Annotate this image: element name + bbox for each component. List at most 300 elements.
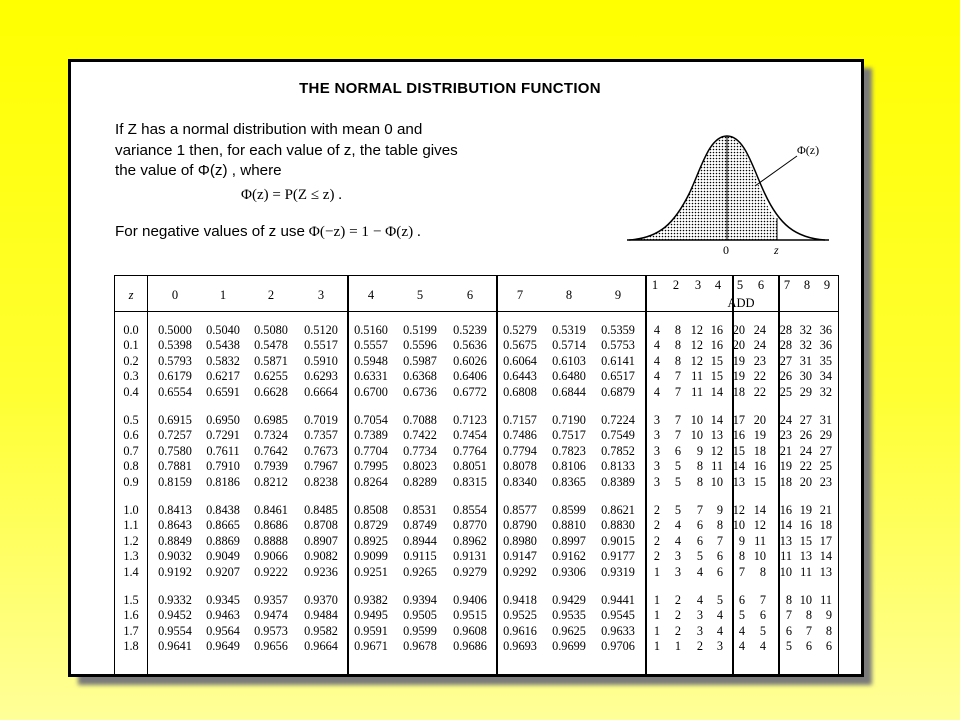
add-cell: 3 [674,564,681,579]
add-cell: 7 [674,413,681,427]
table-cell: 0.8554 [453,503,487,517]
add-cell: 7 [674,369,681,384]
add-cell: 22 [753,384,766,399]
add-cell: 13 [799,549,812,564]
add-column-header: 2 [672,278,680,292]
table-cell: 0.8289 [403,474,437,489]
table-cell: 0.9484 [304,608,338,623]
add-cell: 14 [779,518,792,533]
add-cell: 24 [799,443,812,458]
add-cell: 10 [799,593,812,607]
add-cell: 27 [819,443,832,458]
header-divider [115,311,838,312]
table-cell: 0.7054 [354,413,388,427]
z-value: 1.7 [123,623,139,638]
add-cell: 17 [732,413,745,427]
add-cell: 32 [799,323,812,337]
add-cell: 31 [819,413,832,427]
add-cell: 29 [799,384,812,399]
table-cell: 0.8365 [552,474,586,489]
add-cell: 3 [716,639,723,654]
table-cell: 0.7422 [403,428,437,443]
add-cell: 10 [710,474,723,489]
table-cell: 0.6179 [158,369,192,384]
z-value: 0.2 [123,353,139,368]
add-cell: 32 [819,384,832,399]
add-cell: 1 [653,593,660,607]
add-cell: 3 [653,443,660,458]
add-cell: 10 [779,564,792,579]
add-cell: 16 [753,459,766,474]
table-cell: 0.6103 [552,353,586,368]
table-cell: 0.9582 [304,623,338,638]
table-cell: 0.9394 [403,593,437,607]
add-cell: 18 [753,443,766,458]
table-cell: 0.5948 [354,353,388,368]
add-cell: 7 [738,564,745,579]
table-cell: 0.6772 [453,384,487,399]
add-cell: 9 [825,608,832,623]
table-cell: 0.8686 [254,518,288,533]
negative-values-formula: Φ(−z) = 1 − Φ(z) . [308,223,421,240]
add-cell: 1 [674,639,681,654]
table-cell: 0.9641 [158,639,192,654]
table-cell: 0.8643 [158,518,192,533]
add-column-header: 4 [714,278,722,292]
table-cell: 0.6480 [552,369,586,384]
table-cell: 0.6736 [403,384,437,399]
table-cell: 0.5279 [503,323,537,337]
add-cell: 34 [819,369,832,384]
table-cell: 0.9608 [453,623,487,638]
add-cell: 1 [653,639,660,654]
table-cell: 0.8944 [403,533,437,548]
table-cell: 0.7257 [158,428,192,443]
table-cell: 0.8907 [304,533,338,548]
table-cell: 0.5714 [552,338,586,353]
table-cell: 0.7517 [552,428,586,443]
add-column-header: 3 [694,278,702,292]
table-cell: 0.8438 [206,503,240,517]
add-cell: 16 [710,323,723,337]
table-cell: 0.7967 [304,459,338,474]
add-cell: 20 [753,413,766,427]
table-cell: 0.8264 [354,474,388,489]
table-cell: 0.8051 [453,459,487,474]
table-cell: 0.8389 [601,474,635,489]
add-cell: 6 [805,639,812,654]
table-cell: 0.9066 [254,549,288,564]
table-cell: 0.6628 [254,384,288,399]
add-cell: 4 [674,518,681,533]
add-cell: 4 [716,608,723,623]
add-cell: 6 [785,623,792,638]
table-cell: 0.7910 [206,459,240,474]
table-cell: 0.7764 [453,443,487,458]
add-cell: 28 [779,338,792,353]
table-cell: 0.8810 [552,518,586,533]
table-cell: 0.6255 [254,369,288,384]
z-value: 0.3 [123,369,139,384]
add-cell: 12 [690,353,703,368]
table-cell: 0.7324 [254,428,288,443]
digit-column-header: 6 [466,288,474,302]
digit-column-header: 7 [516,288,524,302]
intro-text [115,120,458,182]
add-cell: 12 [753,518,766,533]
add-cell: 14 [710,384,723,399]
add-cell: 22 [799,459,812,474]
digit-column-header: 4 [367,288,375,302]
table-cell: 0.5910 [304,353,338,368]
table-cell: 0.6217 [206,369,240,384]
add-cell: 35 [819,353,832,368]
table-cell: 0.9564 [206,623,240,638]
z-value: 1.3 [123,549,139,564]
add-cell: 18 [732,384,745,399]
intro-line-3: the value of Φ(z) , where [115,162,282,179]
table-cell: 0.8159 [158,474,192,489]
add-cell: 19 [732,353,745,368]
add-cell: 31 [799,353,812,368]
table-cell: 0.9332 [158,593,192,607]
table-cell: 0.9591 [354,623,388,638]
add-cell: 20 [799,474,812,489]
add-cell: 2 [653,533,660,548]
add-cell: 28 [779,323,792,337]
table-cell: 0.5478 [254,338,288,353]
z-value: 1.4 [123,564,139,579]
add-cell: 8 [759,564,766,579]
table-cell: 0.5987 [403,353,437,368]
table-cell: 0.6591 [206,384,240,399]
z-value: 0.0 [123,323,139,337]
add-cell: 14 [732,459,745,474]
table-cell: 0.8315 [453,474,487,489]
z-value: 0.1 [123,338,139,353]
digit-column-header: 5 [416,288,424,302]
add-cell: 11 [780,549,792,564]
table-cell: 0.8665 [206,518,240,533]
table-cell: 0.8980 [503,533,537,548]
table-cell: 0.8888 [254,533,288,548]
add-cell: 4 [738,623,745,638]
table-cell: 0.8749 [403,518,437,533]
table-cell: 0.9319 [601,564,635,579]
add-cell: 9 [696,443,703,458]
add-cell: 18 [819,518,832,533]
table-cell: 0.9525 [503,608,537,623]
table-cell: 0.5596 [403,338,437,353]
add-cell: 1 [653,564,660,579]
table-cell: 0.5120 [304,323,338,337]
table-cell: 0.9418 [503,593,537,607]
table-cell: 0.8531 [403,503,437,517]
z-value: 1.8 [123,639,139,654]
add-cell: 7 [674,428,681,443]
add-cell: 4 [653,353,660,368]
add-cell: 14 [753,503,766,517]
table-cell: 0.6985 [254,413,288,427]
add-cell: 12 [690,323,703,337]
definition-formula: Φ(z) = P(Z ≤ z) . [241,187,342,203]
add-cell: 6 [716,549,723,564]
add-cell: 11 [820,593,832,607]
add-cell: 3 [653,428,660,443]
table-cell: 0.6331 [354,369,388,384]
table-cell: 0.5832 [206,353,240,368]
table-cell: 0.5319 [552,323,586,337]
add-cell: 5 [674,474,681,489]
table-cell: 0.9452 [158,608,192,623]
table-cell: 0.6368 [403,369,437,384]
add-cell: 5 [716,593,723,607]
table-cell: 0.8997 [552,533,586,548]
z-value: 1.6 [123,608,139,623]
table-cell: 0.5080 [254,323,288,337]
table-cell: 0.8186 [206,474,240,489]
label-pointer [755,156,797,186]
add-cell: 27 [779,353,792,368]
add-cell: 16 [779,503,792,517]
add-cell: 2 [674,608,681,623]
table-cell: 0.5636 [453,338,487,353]
table-cell: 0.8023 [403,459,437,474]
add-cell: 1 [653,608,660,623]
add-cell: 13 [732,474,745,489]
table-cell: 0.7486 [503,428,537,443]
z-value: 0.6 [123,428,139,443]
z-column-header: z [128,288,134,302]
z-value: 1.1 [123,518,139,533]
add-cell: 13 [710,428,723,443]
digit-column-header: 1 [219,288,227,302]
add-cell: 1 [653,623,660,638]
z-value: 0.4 [123,384,139,399]
table-cell: 0.8508 [354,503,388,517]
table-cell: 0.7357 [304,428,338,443]
table-cell: 0.7995 [354,459,388,474]
add-cell: 7 [785,608,792,623]
z-value: 1.5 [123,593,139,607]
table-cell: 0.5398 [158,338,192,353]
table-cell: 0.9599 [403,623,437,638]
table-cell: 0.9015 [601,533,635,548]
table-cell: 0.7549 [601,428,635,443]
add-column-header: 6 [757,278,765,292]
add-cell: 26 [779,369,792,384]
zero-label: 0 [723,243,729,257]
table-cell: 0.9429 [552,593,586,607]
add-cell: 5 [738,608,745,623]
table-cell: 0.9177 [601,549,635,564]
add-cell: 11 [800,564,812,579]
add-cell: 6 [738,593,745,607]
table-cell: 0.7088 [403,413,437,427]
table-cell: 0.7734 [403,443,437,458]
add-cell: 36 [819,323,832,337]
table-cell: 0.9573 [254,623,288,638]
add-cell: 27 [799,413,812,427]
table-cell: 0.8238 [304,474,338,489]
intro-line-2: variance 1 then, for each value of z, the table gives [115,141,458,159]
add-column-header: 8 [803,278,811,292]
table-cell: 0.8212 [254,474,288,489]
add-cell: 8 [785,593,792,607]
add-cell: 6 [716,564,723,579]
add-cell: 7 [696,503,703,517]
table-cell: 0.5557 [354,338,388,353]
table-cell: 0.9678 [403,639,437,654]
table-cell: 0.7642 [254,443,288,458]
add-cell: 6 [825,639,832,654]
add-cell: 10 [753,549,766,564]
add-cell: 23 [753,353,766,368]
add-cell: 8 [674,338,681,353]
table-cell: 0.9147 [503,549,537,564]
add-cell: 2 [674,623,681,638]
add-cell: 10 [732,518,745,533]
add-cell: 7 [716,533,723,548]
table-cell: 0.6406 [453,369,487,384]
table-cell: 0.7939 [254,459,288,474]
add-cell: 11 [691,369,703,384]
add-cell: 30 [799,369,812,384]
add-cell: 3 [696,623,703,638]
add-cell: 20 [732,338,745,353]
table-cell: 0.9686 [453,639,487,654]
z-value: 0.5 [123,413,139,427]
add-cell: 15 [753,474,766,489]
table-cell: 0.6844 [552,384,586,399]
add-cell: 8 [716,518,723,533]
table-cell: 0.9554 [158,623,192,638]
add-cell: 12 [690,338,703,353]
table-cell: 0.6664 [304,384,338,399]
add-cell: 4 [653,369,660,384]
table-cell: 0.9649 [206,639,240,654]
table-cell: 0.8106 [552,459,586,474]
table-cell: 0.6443 [503,369,537,384]
table-cell: 0.9279 [453,564,487,579]
table-cell: 0.6517 [601,369,635,384]
add-cell: 7 [759,593,766,607]
table-cell: 0.9535 [552,608,586,623]
z-value: 1.2 [123,533,139,548]
z-column-divider [147,276,148,677]
table-cell: 0.5239 [453,323,487,337]
document-page [68,59,864,677]
add-cell: 13 [819,564,832,579]
add-cell: 9 [716,503,723,517]
table-cell: 0.9207 [206,564,240,579]
add-cell: 4 [653,384,660,399]
add-cell: 15 [710,369,723,384]
table-cell: 0.8133 [601,459,635,474]
table-cell: 0.9357 [254,593,288,607]
table-cell: 0.5871 [254,353,288,368]
table-cell: 0.5199 [403,323,437,337]
table-cell: 0.7389 [354,428,388,443]
add-cell: 24 [753,323,766,337]
add-column-header: 5 [736,278,744,292]
normal-curve-graph [619,124,849,264]
table-cell: 0.9625 [552,623,586,638]
add-cell: 23 [779,428,792,443]
table-cell: 0.9656 [254,639,288,654]
table-cell: 0.9515 [453,608,487,623]
normal-distribution-table [114,275,839,677]
add-cell: 7 [805,623,812,638]
negative-values-text: For negative values of z use [115,223,305,240]
add-cell: 6 [696,518,703,533]
add-cell: 3 [674,549,681,564]
table-cell: 0.9292 [503,564,537,579]
table-cell: 0.7611 [206,443,240,458]
add-cell: 7 [674,384,681,399]
add-cell: 4 [696,593,703,607]
add-cell: 14 [710,413,723,427]
add-cell: 32 [799,338,812,353]
table-cell: 0.9699 [552,639,586,654]
add-cell: 24 [753,338,766,353]
shaded-area [629,136,777,240]
table-cell: 0.9265 [403,564,437,579]
z-value: 0.7 [123,443,139,458]
add-cell: 3 [653,474,660,489]
add-cell: 26 [799,428,812,443]
digit-column-header: 8 [565,288,573,302]
table-cell: 0.9306 [552,564,586,579]
table-cell: 0.9664 [304,639,338,654]
digit-column-header: 9 [614,288,622,302]
add-column-header: 7 [783,278,791,292]
z-value: 0.9 [123,474,139,489]
add-cell: 18 [779,474,792,489]
add-cell: 5 [785,639,792,654]
add-cell: 2 [653,518,660,533]
table-cell: 0.5793 [158,353,192,368]
add-label: ADD [727,296,755,310]
add-cell: 4 [759,639,766,654]
table-cell: 0.9099 [354,549,388,564]
add-cell: 8 [696,474,703,489]
add-cell: 4 [674,533,681,548]
table-cell: 0.5160 [354,323,388,337]
table-cell: 0.9474 [254,608,288,623]
add-cell: 11 [691,384,703,399]
add-cell: 8 [825,623,832,638]
add-cell: 5 [696,549,703,564]
table-cell: 0.8485 [304,503,338,517]
table-cell: 0.6141 [601,353,635,368]
table-cell: 0.8708 [304,518,338,533]
table-cell: 0.7794 [503,443,537,458]
add-cell: 19 [779,459,792,474]
table-cell: 0.9463 [206,608,240,623]
table-cell: 0.5359 [601,323,635,337]
table-cell: 0.7019 [304,413,338,427]
table-cell: 0.8577 [503,503,537,517]
add-cell: 4 [716,623,723,638]
add-cell: 11 [754,533,766,548]
table-cell: 0.9192 [158,564,192,579]
intro-line-1: If Z has a normal distribution with mean 0 and [115,121,423,138]
table-cell: 0.9633 [601,623,635,638]
table-cell: 0.8078 [503,459,537,474]
table-cell: 0.9382 [354,593,388,607]
table-cell: 0.6879 [601,384,635,399]
